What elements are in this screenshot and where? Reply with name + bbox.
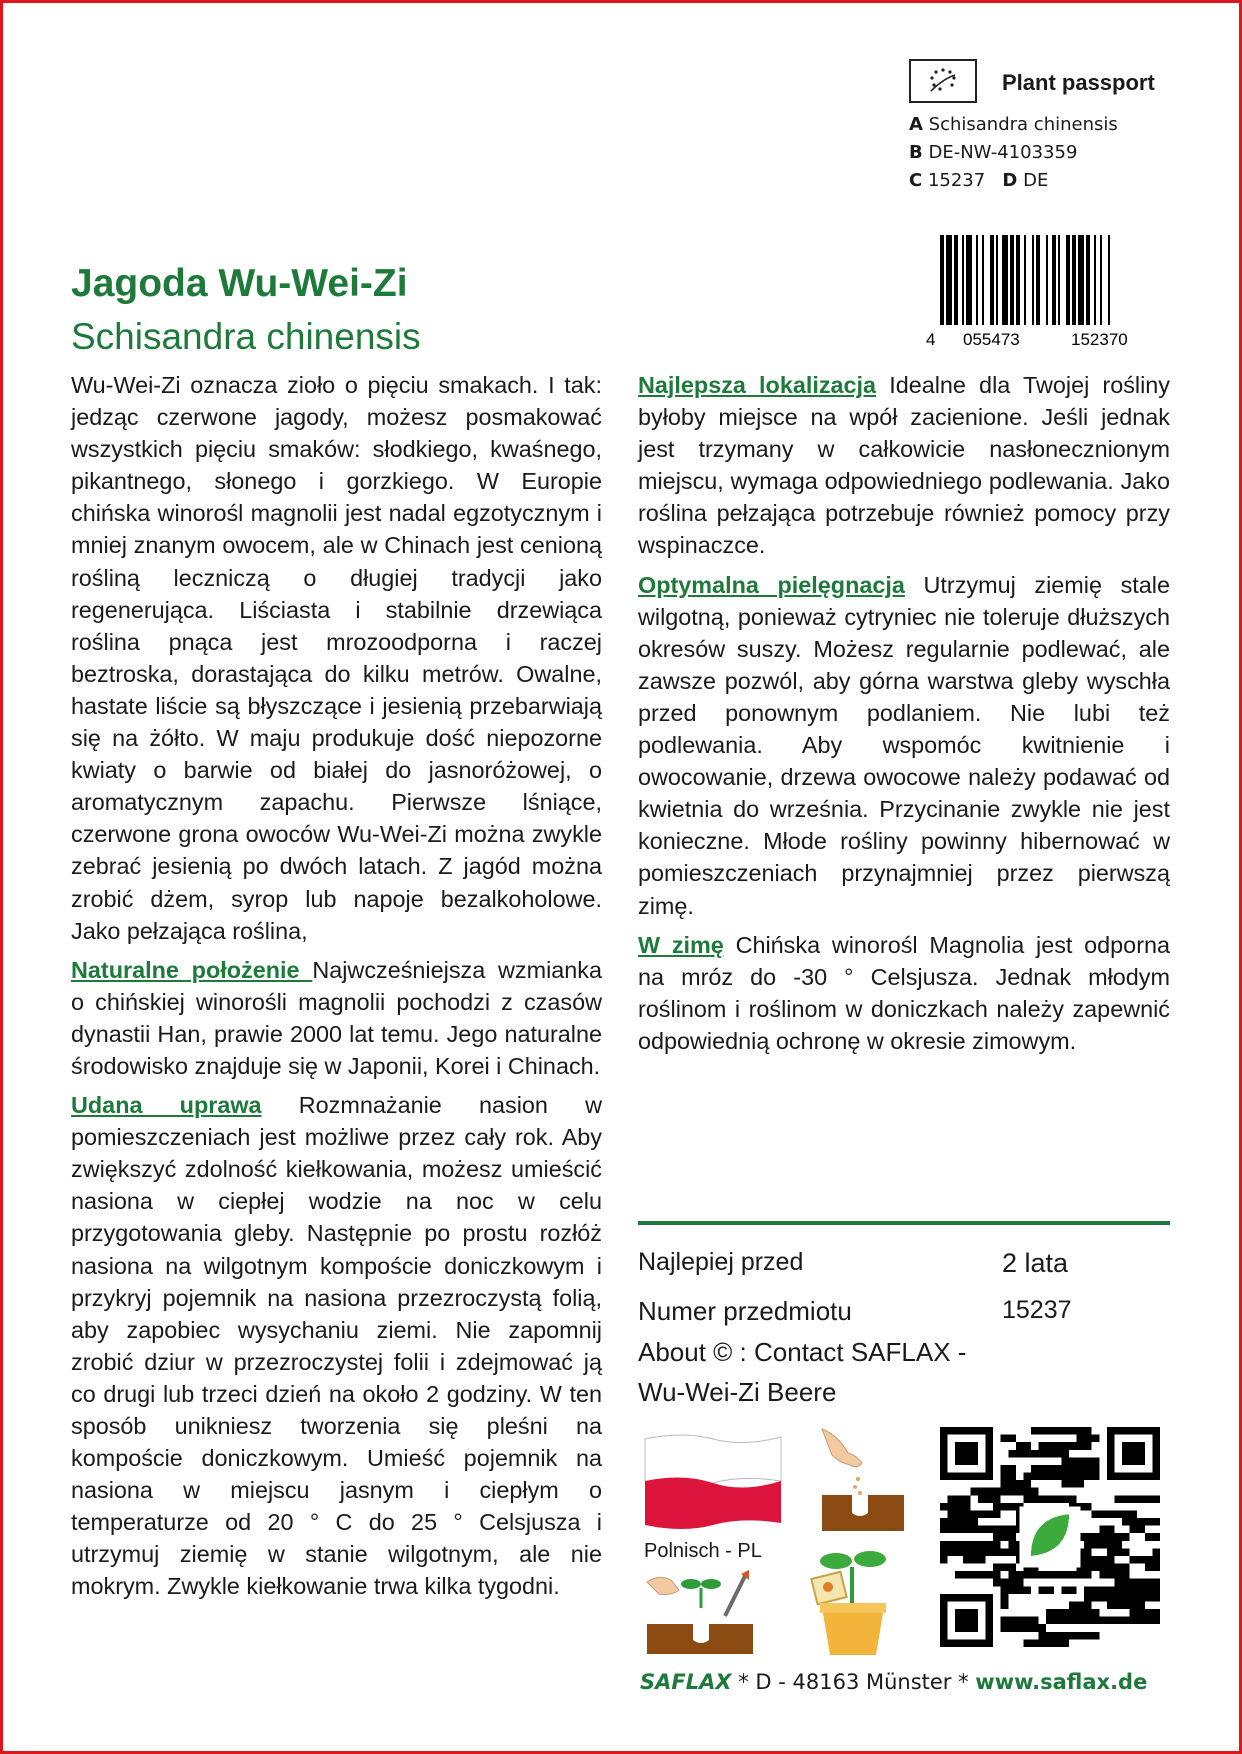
product-subtitle: Schisandra chinensis bbox=[71, 316, 421, 357]
product-title: Jagoda Wu-Wei-Zi bbox=[71, 262, 408, 305]
intro-paragraph: Wu-Wei-Zi oznacza zioło o pięciu smakach. I tak: jedząc czerwone jagody, możesz posmakować wszystkich pięciu smaków: słodkiego, kwaśnego, pikantnego, słonego i gorzkiego. W Europie chińska winorośl magnolii jest nadal egzotycznym i mniej znanym owocem, ale w Chinach jest cenioną rośliną leczniczą o długiej tradycji jako regenerująca. Liściasta i stabilnie drzewiąca roślina pnąca jest mrozoodporna i raczej beztroska, dorastająca do kilku metrów. Owalne, hastate liście są błyszczące i jesienią przebarwiają się na żółto. W maju produkuje dość niepozorne kwiaty o barwie od białej do jasnoróżowej, o aromatycznym zapachu. Pierwsze lśniące, czerwone grona owoców Wu-Wei-Zi można zwykle zebrać jesienią po dwóch latach. Z jagód można zrobić dżem, syrop lub napoje bezalkoholowe. Jako pełzająca roślina, bbox=[71, 372, 602, 944]
best-before-label: Najlepiej przed bbox=[638, 1248, 804, 1276]
care-section bbox=[638, 569, 1170, 922]
qr-code bbox=[940, 1427, 1160, 1647]
cultivation-section bbox=[71, 1089, 602, 1603]
language-label: Polnisch - PL bbox=[644, 1540, 762, 1562]
natural-heading: Naturalne położenie bbox=[71, 956, 313, 983]
location-heading: Najlepsza lokalizacja bbox=[638, 372, 877, 398]
cultivation-text: Rozmnażanie nasion w pomieszczeniach jest możliwe przez cały rok. Aby zwiększyć zdolność kiełkowania, możesz umieścić nasiona w ciepłej wodzie na noc w celu przygotowania gleby. Następnie po prostu rozłóż nasiona na wilgotnym kompoście doniczkowym i przykryj pojemnik na nasiona przezroczystą folią, aby zapobiec wysychaniu ziemi. Nie zapomnij zrobić dziur w przezroczystej folii i zdejmować ją co drugi lub trzeci dzień na około 2 godziny. W ten sposób unikniesz tworzenia się pleśni na kompoście doniczkowym. Umieść pojemnik na nasiona w miejscu jasnym i ciepłym o temperaturze od 20 ° C do 25 ° Celsjusza i utrzymuj ziemię w stanie wilgotnym, ale nie mokrym. Zwykle kiełkowanie trwa kilka tygodni. bbox=[71, 1092, 602, 1600]
winter-heading: W zimę bbox=[638, 931, 724, 958]
passport-line-b: B DE-NW-4103359 bbox=[909, 142, 1078, 163]
location-section bbox=[638, 369, 1170, 562]
potted-seedling-icon bbox=[800, 1545, 905, 1657]
barcode-digits-right: 152370 bbox=[1071, 330, 1128, 347]
about-line-1: About © : Contact SAFLAX - bbox=[638, 1337, 967, 1367]
footer bbox=[640, 1670, 1147, 1694]
natural-section bbox=[71, 954, 602, 1082]
eu-organic-logo-icon bbox=[909, 59, 977, 103]
item-number-value: 15237 bbox=[1002, 1296, 1072, 1324]
sowing-hand-icon bbox=[818, 1425, 908, 1535]
best-before-value: 2 lata bbox=[1002, 1248, 1069, 1278]
care-text: Utrzymuj ziemię stale wilgotną, ponieważ cytryniec nie toleruje dłuższych okresów suszy. Możesz regularnie podlewać, ale zawsze pozwól, aby górna warstwa gleby wyschła przed ponownym podlaniem. Nie lubi też podlewania. Aby wspomóc kwitnienie i owocowanie, drzewa owocowe należy podawać od kwietnia do września. Przycinanie zwykle nie jest konieczne. Młode rośliny powinny hibernować w pomieszczeniach przynajmniej przez pierwszą zimę. bbox=[638, 571, 1170, 919]
winter-text: Chińska winorośl Magnolia jest odporna na mróz do -30 ° Celsjusza. Jednak młodym roślinom i roślinom w doniczkach należy zapewnić odpowiednią ochronę w okresie zimowym. bbox=[638, 931, 1170, 1054]
leaf-icon bbox=[1020, 1507, 1081, 1568]
plant-passport-title: Plant passport bbox=[1002, 70, 1155, 95]
winter-section bbox=[638, 929, 1170, 1057]
divider-rule bbox=[638, 1221, 1170, 1225]
barcode-digit-first: 4 bbox=[926, 330, 936, 347]
item-number-label: Numer przedmiotu bbox=[638, 1296, 852, 1326]
natural-text: Najwcześniejsza wzmianka o chińskiej winorośli magnolii pochodzi z czasów dynastii Han, prawie 2000 lat temu. Jego naturalne środowisko znajduje się w Japonii, Korei i Chinach. bbox=[71, 956, 602, 1079]
left-column bbox=[71, 369, 602, 1610]
polish-flag-icon bbox=[643, 1431, 783, 1531]
cultivation-heading: Udana uprawa bbox=[71, 1092, 262, 1119]
care-heading: Optymalna pielęgnacja bbox=[638, 571, 905, 598]
website-link[interactable]: www.saflax.de bbox=[975, 1670, 1148, 1694]
barcode bbox=[926, 235, 1170, 345]
location-text: Idealne dla Twojej rośliny byłoby miejsce na wpół zacienione. Jeśli jednak jest trzymany w całkowicie nasłonecznionym miejscu, wymaga odpowiedniego podlewania. Jako roślina pełzająca potrzebuje również pomocy przy wspinaczce. bbox=[638, 372, 1170, 559]
transplant-seedling-icon bbox=[645, 1568, 755, 1656]
barcode-digits-left: 055473 bbox=[963, 330, 1020, 347]
about-line-2: Wu-Wei-Zi Beere bbox=[638, 1377, 837, 1407]
right-column bbox=[638, 369, 1170, 1064]
brand-name: SAFLAX bbox=[640, 1670, 732, 1694]
passport-line-a: A Schisandra chinensis bbox=[909, 114, 1118, 135]
footer-address: * D - 48163 Münster * bbox=[731, 1670, 976, 1694]
passport-line-cd: C 15237 D DE bbox=[909, 170, 1049, 191]
